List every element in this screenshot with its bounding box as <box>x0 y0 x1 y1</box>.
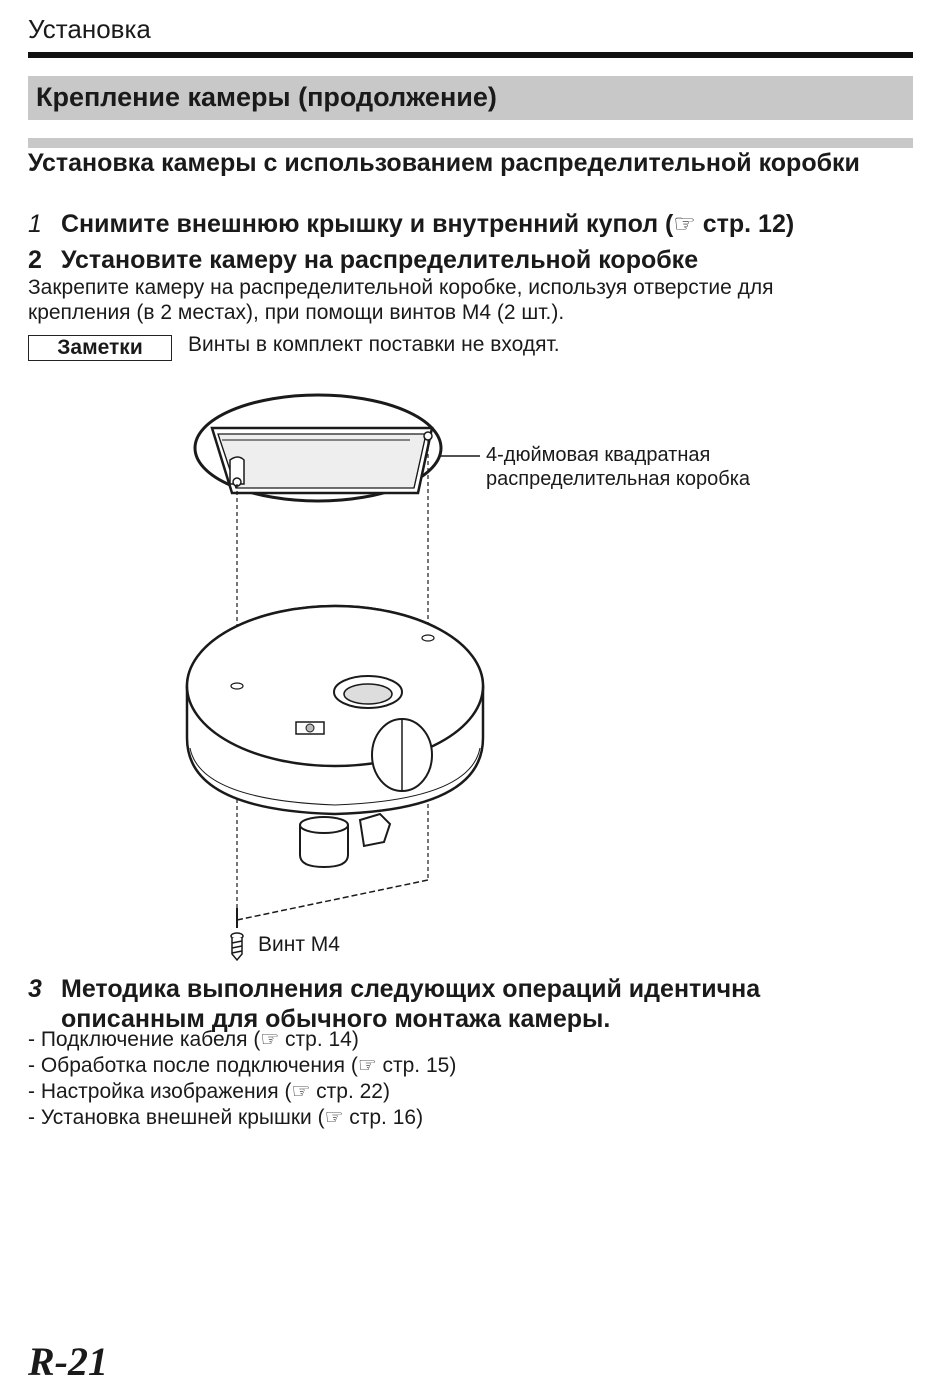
step-2-number: 2 <box>28 246 42 274</box>
list-item: - Обработка после подключения (☞ стр. 15) <box>28 1054 457 1077</box>
step-3-line-1: Методика выполнения следующих операций идентична <box>61 975 761 1003</box>
subtitle: Установка камеры с использованием распределительной коробки <box>28 149 860 177</box>
section-divider <box>28 138 913 148</box>
junction-box-label-line-2: распределительная коробка <box>486 468 751 490</box>
junction-box-label-line-1: 4-дюймовая квадратная <box>486 444 711 466</box>
step-3-number: 3 <box>28 975 42 1003</box>
list-item: - Подключение кабеля (☞ стр. 14) <box>28 1028 359 1051</box>
step-2-text: Установите камеру на распределительной коробке <box>61 246 699 274</box>
step-2 <box>28 245 698 275</box>
notes-label: Заметки <box>28 335 172 361</box>
step-1 <box>28 209 794 239</box>
step-1-number: 1 <box>28 210 42 238</box>
header-rule <box>28 52 913 58</box>
step-1-text: Снимите внешнюю крышку и внутренний купол (☞ стр. 12) <box>61 210 795 238</box>
step-2-body-line-1: Закрепите камеру на распределительной коробке, используя отверстие для <box>28 276 774 299</box>
screw-icon <box>231 933 243 960</box>
step-3 <box>28 974 918 1034</box>
notes-text: Винты в комплект поставки не входят. <box>188 333 560 356</box>
camera-mount-illustration <box>0 380 950 980</box>
step-2-body-line-2: крепления (в 2 местах), при помощи винтов M4 (2 шт.). <box>28 301 565 324</box>
screw-label: Винт M4 <box>258 933 340 956</box>
step-3-line-2: описанным для обычного монтажа камеры. <box>61 1005 611 1033</box>
page-title: Крепление камеры (продолжение) <box>36 82 497 112</box>
page-number: R-21 <box>28 1339 108 1384</box>
list-item: - Установка внешней крышки (☞ стр. 16) <box>28 1106 424 1129</box>
section-label: Установка <box>28 14 151 44</box>
list-item: - Настройка изображения (☞ стр. 22) <box>28 1080 390 1103</box>
